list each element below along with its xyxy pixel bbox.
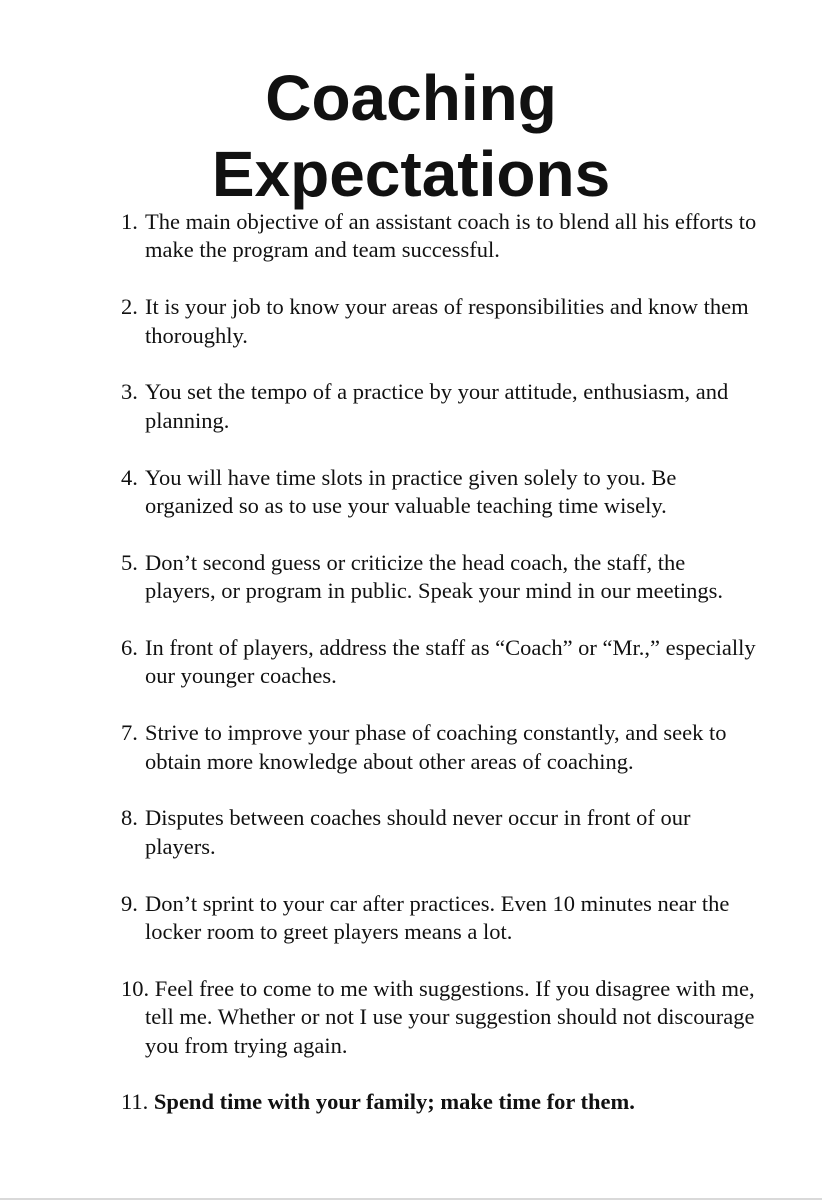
- item-text: You will have time slots in practice given solely to you. Be organized so as to use your valuable teaching time wisely.: [145, 464, 677, 519]
- list-item: [121, 975, 761, 1060]
- list-item: [121, 293, 761, 350]
- item-number: 5.: [121, 549, 138, 575]
- item-text: Strive to improve your phase of coaching constantly, and seek to obtain more knowledge about other areas of coaching.: [145, 720, 727, 774]
- item-number: 7.: [121, 720, 138, 746]
- page-title: [0, 60, 822, 212]
- item-number: 6.: [121, 635, 138, 661]
- list-item: [121, 464, 761, 521]
- list-item: [121, 378, 761, 435]
- title-line-2: Expectations: [211, 138, 611, 210]
- item-text: You set the tempo of a practice by your attitude, enthusiasm, and planning.: [145, 379, 729, 433]
- item-number: 11.: [121, 1089, 149, 1115]
- item-number: 10.: [121, 975, 150, 1001]
- list-item: [121, 549, 761, 606]
- item-text: It is your job to know your areas of responsibilities and know them thoroughly.: [145, 294, 749, 348]
- item-text: Don’t second guess or criticize the head coach, the staff, the players, or program in public. Speak your mind in our meetings.: [145, 549, 724, 604]
- item-number: 1.: [121, 209, 138, 234]
- list-item: [121, 208, 761, 265]
- item-text: Feel free to come to me with suggestions. If you disagree with me, tell me. Whether or not I use your suggestion should not discourage you from trying again.: [145, 975, 755, 1058]
- item-number: 4.: [121, 464, 138, 490]
- item-number: 8.: [121, 805, 138, 831]
- list-item: [121, 1088, 761, 1116]
- item-text: In front of players, address the staff as “Coach” or “Mr.,” especially our younger coaches.: [145, 635, 756, 689]
- list-item: [121, 634, 761, 691]
- item-text: Spend time with your family; make time for them.: [153, 1089, 635, 1115]
- title-line-1: Coaching: [265, 62, 557, 134]
- list-item: [121, 804, 761, 861]
- item-text: Don’t sprint to your car after practices. Even 10 minutes near the locker room to greet players means a lot.: [145, 890, 730, 945]
- expectations-list: [121, 208, 761, 1145]
- item-number: 3.: [121, 379, 138, 405]
- item-text: Disputes between coaches should never occur in front of our players.: [145, 805, 691, 859]
- item-number: 9.: [121, 890, 138, 916]
- list-item: [121, 890, 761, 947]
- item-number: 2.: [121, 294, 138, 320]
- list-item: [121, 719, 761, 776]
- item-text: The main objective of an assistant coach is to blend all his efforts to make the program and team successful.: [145, 209, 757, 263]
